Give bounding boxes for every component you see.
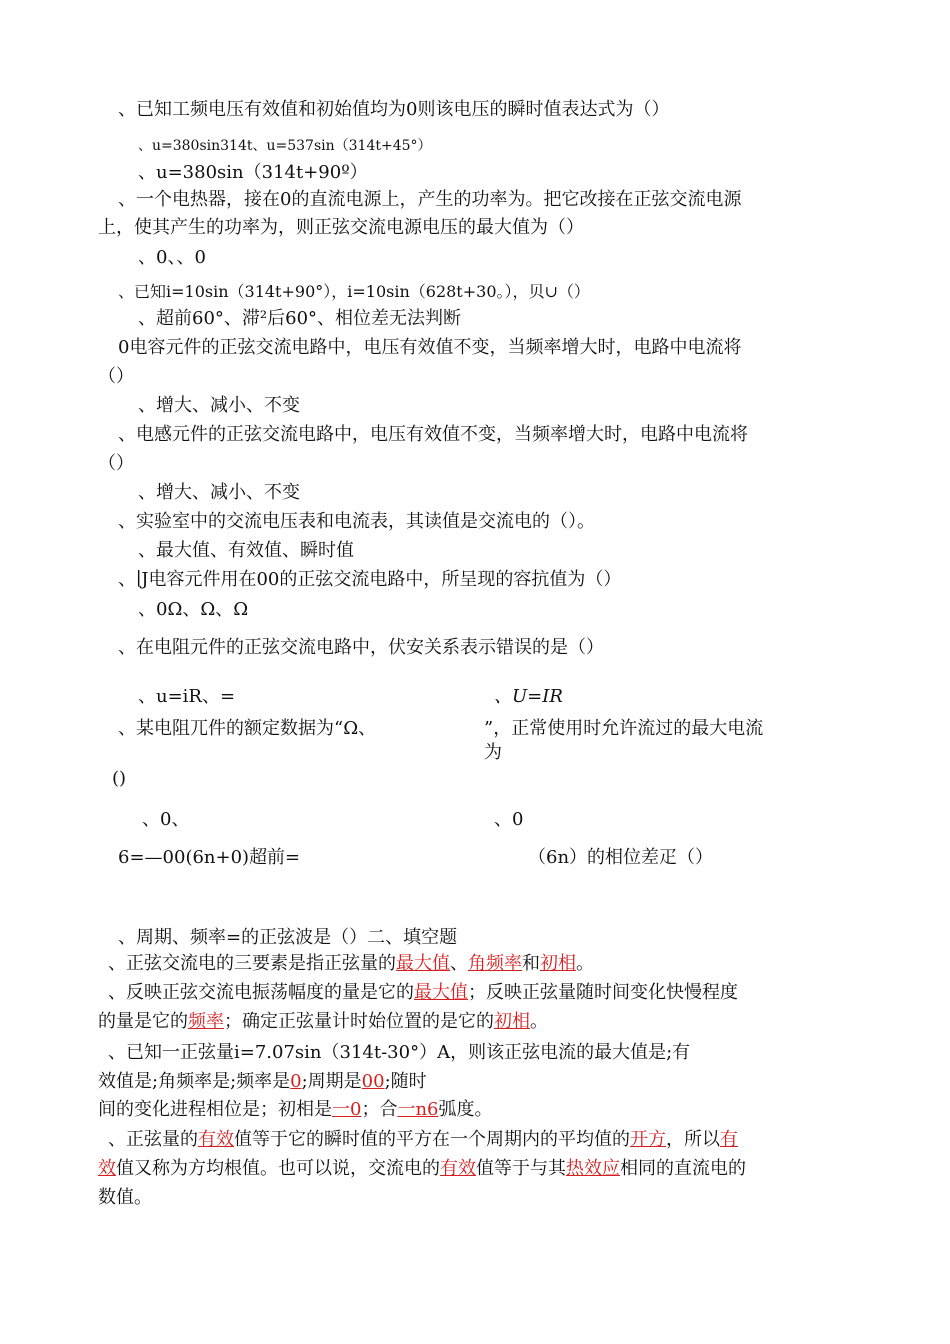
fill-question-4-line-1 bbox=[108, 1127, 738, 1153]
fill-3-answer-2: 00 bbox=[361, 1071, 385, 1092]
question-1-options-a: 、u=380sin314t、u=537sin（314t+45°） bbox=[138, 138, 432, 154]
question-5-options: 、增大、减小、不变 bbox=[138, 482, 300, 503]
fill-question-3-line-2 bbox=[98, 1069, 427, 1095]
question-8: 、在电阻元件的正弦交流电路中，伏安关系表示错误的是（） bbox=[118, 637, 604, 658]
fill-2-end: 。 bbox=[530, 1011, 548, 1032]
question-2-line-2: 上，使其产生的功率为，则正弦交流电源电压的最大值为（） bbox=[98, 217, 584, 238]
question-9-option-left: 、0、 bbox=[142, 809, 190, 830]
question-10-right: （6n）的相位差疋（） bbox=[528, 847, 714, 868]
question-5-line-1: 、电感元件的正弦交流电路中，电压有效值不变，当频率增大时，电路中电流将 bbox=[118, 424, 748, 445]
question-8-option-left: 、u=iR、= bbox=[138, 686, 236, 707]
fill-1-sep-2: 和 bbox=[522, 953, 540, 974]
question-9-left: 、某电阻兀件的额定数据为“Ω、 bbox=[118, 718, 377, 739]
fill-question-3-line-1: 、已知一正弦量i=7.07sin（314t-30°）A，则该正弦电流的最大值是;有 bbox=[108, 1042, 691, 1063]
question-4-line-2: （） bbox=[98, 366, 134, 387]
fill-question-1 bbox=[108, 951, 594, 977]
fill-4-mid-1: 值等于它的瞬时值的平方在一个周期内的平均值的 bbox=[234, 1129, 630, 1150]
fill-2-text-2: 的量是它的 bbox=[98, 1011, 188, 1032]
question-9-option-right: 、0 bbox=[494, 809, 524, 830]
fill-question-4-line-3: 数值。 bbox=[98, 1187, 152, 1208]
question-10-left: 6=—00(6n+0)超前= bbox=[118, 847, 301, 868]
fill-3-answer-3: 一0 bbox=[332, 1099, 362, 1120]
fill-4-answer-2: 开方 bbox=[630, 1129, 666, 1150]
fill-4-answer-1: 有效 bbox=[198, 1129, 234, 1150]
question-9-fragment: 为 bbox=[484, 742, 502, 763]
fill-1-text: 、正弦交流电的三要素是指正弦量的 bbox=[108, 953, 396, 974]
fill-4-text: 、正弦量的 bbox=[108, 1129, 198, 1150]
fill-4-mid-4: 值等于与其 bbox=[476, 1158, 566, 1179]
question-5-line-2: （） bbox=[98, 453, 134, 474]
fill-question-2-line-1 bbox=[108, 980, 738, 1006]
fill-1-answer-3: 初相 bbox=[540, 953, 576, 974]
question-7: 、∣J电容元件用在00的正弦交流电路中，所呈现的容抗值为（） bbox=[118, 569, 622, 590]
fill-question-4-line-2 bbox=[98, 1156, 746, 1182]
question-11: 、周期、频率=的正弦波是（）二、填空题 bbox=[118, 927, 458, 948]
fill-4-answer-4: 有效 bbox=[440, 1158, 476, 1179]
fill-3-text-2: 效值是;角频率是;频率是 bbox=[98, 1071, 291, 1092]
fill-2-answer-2: 频率 bbox=[188, 1011, 224, 1032]
fill-2-text: 、反映正弦交流电振荡幅度的量是它的 bbox=[108, 982, 414, 1003]
question-2-options: 、0、、0 bbox=[138, 247, 206, 268]
fill-4-answer-3: 有 bbox=[720, 1129, 738, 1150]
fill-4-answer-5: 热效应 bbox=[566, 1158, 620, 1179]
fill-1-sep-1: 、 bbox=[450, 953, 468, 974]
question-1: 、已知工频电压有效值和初始值均为0则该电压的瞬时值表达式为（） bbox=[118, 99, 670, 120]
fill-3-answer-4: 一n6 bbox=[397, 1099, 439, 1120]
question-9-paren: () bbox=[112, 768, 127, 789]
question-2-line-1: 、一个电热器，接在0的直流电源上，产生的功率为。把它改接在正弦交流电源 bbox=[118, 189, 742, 210]
fill-3-text-3: 间的变化进程相位是；初相是 bbox=[98, 1099, 332, 1120]
question-1-options-b: 、u=380sin（314t+90º） bbox=[138, 162, 368, 183]
fill-3-end-2: ;随时 bbox=[384, 1071, 427, 1092]
fill-2-answer-1: 最大值 bbox=[414, 982, 468, 1003]
question-9-right: ”，正常使用时允许流过的最大电流 bbox=[484, 718, 764, 739]
question-6-options: 、最大值、有效值、瞬时值 bbox=[138, 540, 354, 561]
question-7-options: 、0Ω、Ω、Ω bbox=[138, 599, 249, 620]
question-4-options: 、增大、减小、不变 bbox=[138, 395, 300, 416]
fill-1-answer-2: 角频率 bbox=[468, 953, 522, 974]
fill-3-mid-2: ;周期是 bbox=[301, 1071, 362, 1092]
question-8-option-right: 、U=IR bbox=[494, 686, 563, 707]
fill-question-2-line-2 bbox=[98, 1009, 548, 1035]
question-3-options: 、超前60°、滞²后60°、相位差无法判断 bbox=[138, 308, 462, 329]
fill-2-mid-2: ；确定正弦量计时始位置的是它的 bbox=[224, 1011, 494, 1032]
fill-2-mid: ；反映正弦量随时间变化快慢程度 bbox=[468, 982, 738, 1003]
question-3: 、已知i=10sin（314t+90°），i=10sin（628t+30。），贝∪（） bbox=[118, 282, 590, 301]
fill-4-answer-3b: 效 bbox=[98, 1158, 116, 1179]
fill-4-mid-2: ，所以 bbox=[666, 1129, 720, 1150]
fill-4-mid-3: 值又称为方均根值。也可以说，交流电的 bbox=[116, 1158, 440, 1179]
fill-3-end-3: 弧度。 bbox=[438, 1099, 493, 1120]
fill-3-mid-3: ；合 bbox=[361, 1099, 398, 1120]
fill-2-answer-3: 初相 bbox=[494, 1011, 530, 1032]
fill-1-answer-1: 最大值 bbox=[396, 953, 450, 974]
question-4-line-1: 0电容元件的正弦交流电路中，电压有效值不变，当频率增大时，电路中电流将 bbox=[118, 337, 742, 358]
fill-1-end: 。 bbox=[576, 953, 594, 974]
fill-question-3-line-3 bbox=[98, 1097, 493, 1123]
fill-3-answer-1: 0 bbox=[290, 1071, 302, 1092]
fill-4-end: 相同的直流电的 bbox=[620, 1158, 746, 1179]
question-6: 、实验室中的交流电压表和电流表，其读值是交流电的（）。 bbox=[118, 511, 595, 532]
